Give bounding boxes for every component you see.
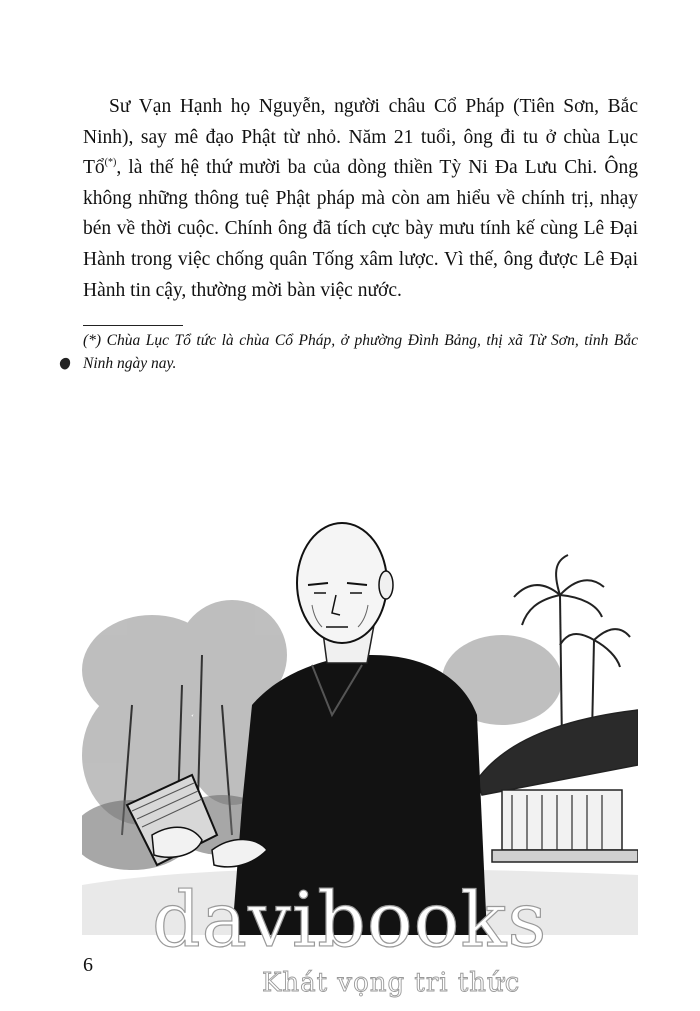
temple: [477, 710, 638, 862]
page-number: 6: [83, 954, 93, 976]
footnote-divider: [83, 325, 183, 326]
paragraph-text-end: , là thế hệ thứ mười ba của dòng thiền Tỳ Ni Đa Lưu Chi. Ông không những thông tuệ Phật pháp mà còn am hiểu về chính trị, nhạy bén về thời cuộc. Chính ông đã tích cực bày mưu tính kế cùng Lê Đại Hành trong việc chống quân Tống xâm lược. Vì thế, ông được Lê Đại Hành tin cậy, thường mời bàn việc nước.: [83, 157, 638, 301]
watermark-tagline: Khát vọng tri thức: [262, 968, 521, 998]
ink-blot-icon: [58, 356, 72, 371]
paragraph-text-start: Sư Vạn Hạnh họ Nguyễn, người châu Cổ Pháp (Tiên Sơn, Bắc Ninh), say mê đạo Phật từ nhỏ. Năm 21 tuổi, ông đi tu ở chùa Lục Tổ: [83, 96, 638, 179]
footnote: (*) Chùa Lục Tổ tức là chùa Cổ Pháp, ở phường Đình Bảng, thị xã Từ Sơn, tỉnh Bắc Ninh ngày nay.: [83, 332, 638, 372]
monk-illustration: [82, 505, 638, 935]
watermark-logo: davibooks: [152, 875, 548, 964]
body-paragraph: [83, 92, 638, 306]
monk-figure: [232, 523, 487, 935]
footnote-marker[interactable]: (*): [104, 157, 117, 169]
